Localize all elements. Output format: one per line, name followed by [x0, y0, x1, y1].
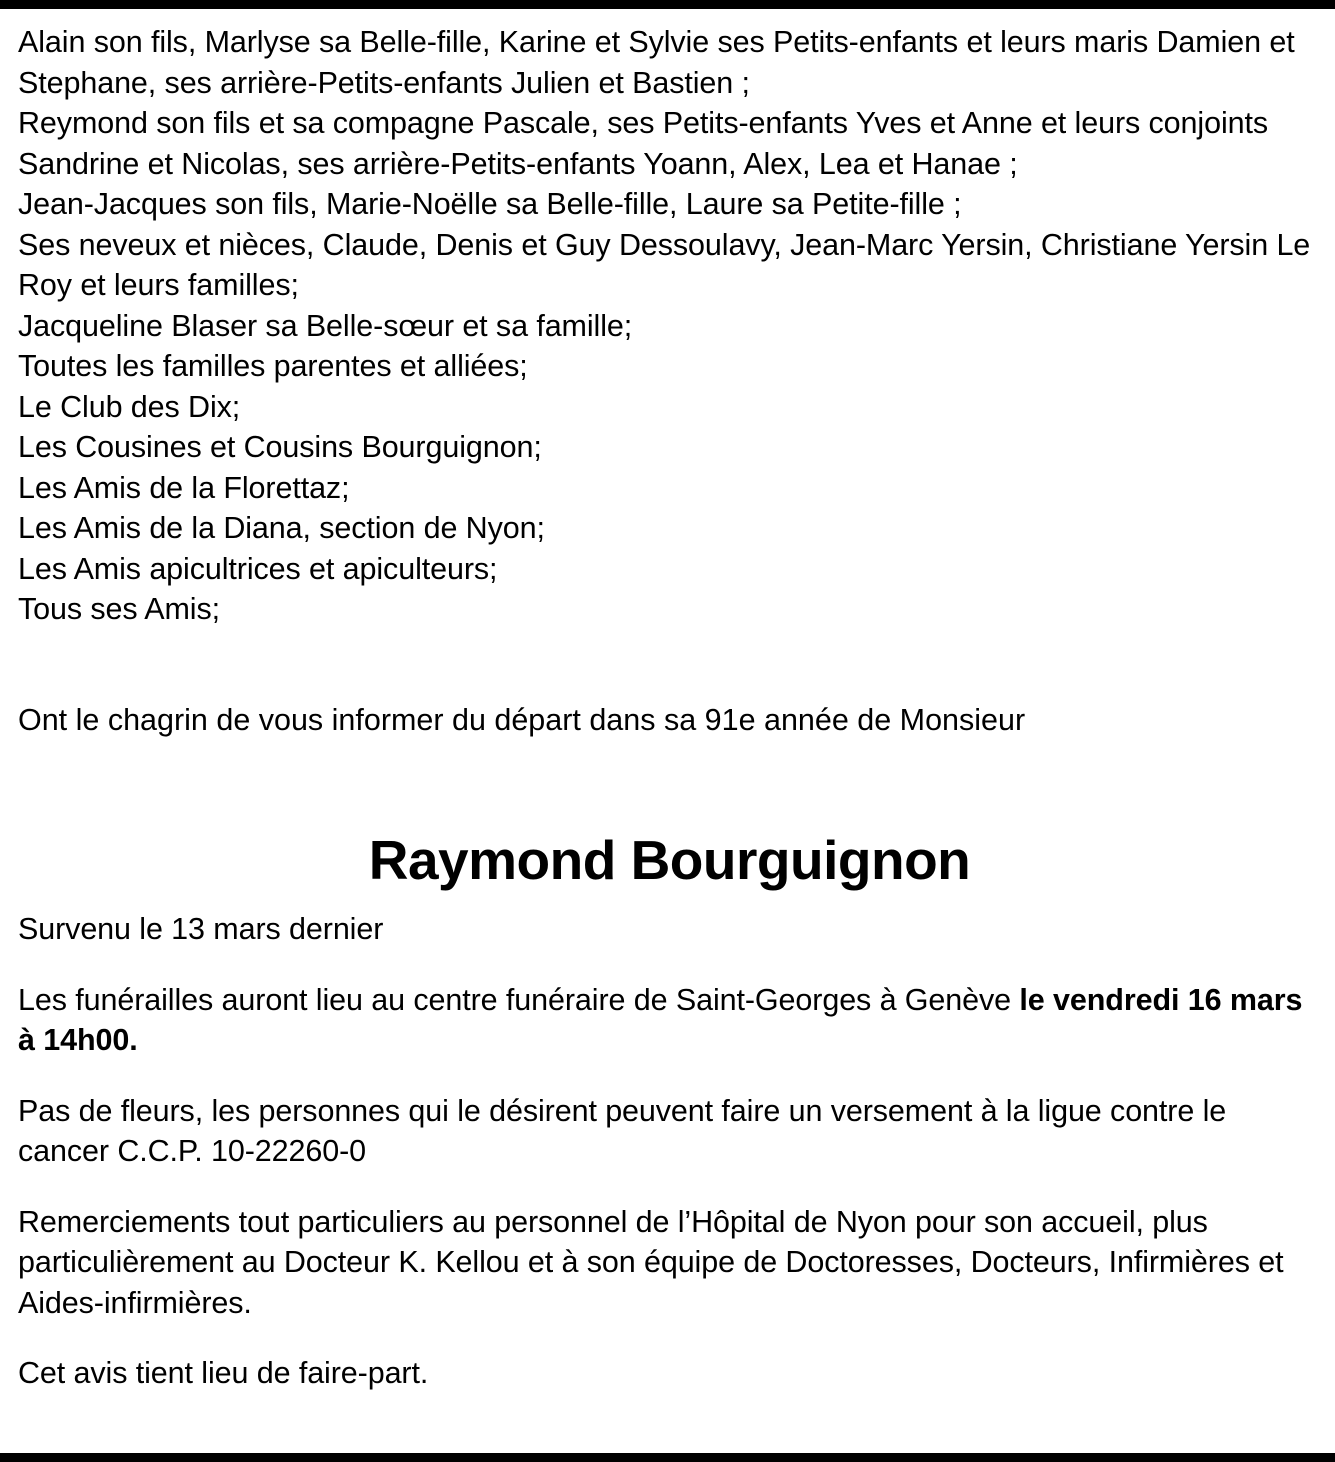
deceased-name: Raymond Bourguignon: [368, 829, 971, 891]
family-line: Les Amis apicultrices et apiculteurs;: [18, 551, 498, 586]
funeral-details-emphasis: le vendredi 16 mars à 14h00.: [18, 982, 1303, 1057]
funeral-details: [18, 980, 1321, 1061]
bottom-rule-divider: [0, 1453, 1335, 1462]
family-line: Reymond son fils et sa compagne Pascale, ses Petits-enfants Yves et Anne et leurs conjoints Sandrine et Nicolas, ses arrière-Petits-enfants Yoann, Alex, Lea et Hanae ;: [18, 106, 1269, 181]
details-block: [18, 909, 1321, 1394]
family-line: Les Cousines et Cousins Bourguignon;: [18, 430, 542, 464]
spacer: [18, 1061, 1321, 1091]
spacer: [18, 630, 1321, 670]
announcement-text: Ont le chagrin de vous informer du départ dans sa 91e année de Monsieur: [18, 703, 1026, 737]
family-line: Tous ses Amis;: [18, 592, 221, 626]
family-line: Ses neveux et nièces, Claude, Denis et Guy Dessoulavy, Jean-Marc Yersin, Christiane Yersin Le Roy et leurs familles;: [18, 227, 1311, 302]
donation-request: Pas de fleurs, les personnes qui le désirent peuvent faire un versement à la ligue contre le cancer C.C.P. 10-22260-0: [18, 1093, 1227, 1168]
spacer: [18, 1172, 1321, 1202]
closing-text: Cet avis tient lieu de faire-part.: [18, 1356, 429, 1390]
family-line: Jean-Jacques son fils, Marie-Noëlle sa Belle-fille, Laure sa Petite-fille ;: [18, 187, 962, 221]
notice-content: [18, 22, 1321, 1394]
family-list: [18, 22, 1321, 630]
family-line: Les Amis de la Florettaz;: [18, 470, 350, 505]
spacer: [18, 950, 1321, 980]
date-of-death: Survenu le 13 mars dernier: [18, 912, 384, 946]
family-line: Alain son fils, Marlyse sa Belle-fille, Karine et Sylvie ses Petits-enfants et leurs maris Damien et Stephane, ses arrière-Petits-enfants Julien et Bastien ;: [18, 25, 1295, 100]
thanks-text: Remerciements tout particuliers au personnel de l’Hôpital de Nyon pour son accueil, plus particulièrement au Docteur K. Kellou et à son équipe de Doctoresses, Docteurs, Infirmières et Aides-infirmières.: [18, 1204, 1284, 1320]
family-line: Jacqueline Blaser sa Belle-sœur et sa famille;: [18, 308, 633, 343]
top-rule-divider: [0, 0, 1335, 9]
spacer: [18, 1323, 1321, 1353]
family-line: Les Amis de la Diana, section de Nyon;: [18, 511, 545, 545]
funeral-details-plain: Les funérailles auront lieu au centre funéraire de Saint-Georges à Genève: [18, 982, 1020, 1017]
family-line: Le Club des Dix;: [18, 389, 241, 424]
family-line: Toutes les familles parentes et alliées;: [18, 349, 528, 383]
